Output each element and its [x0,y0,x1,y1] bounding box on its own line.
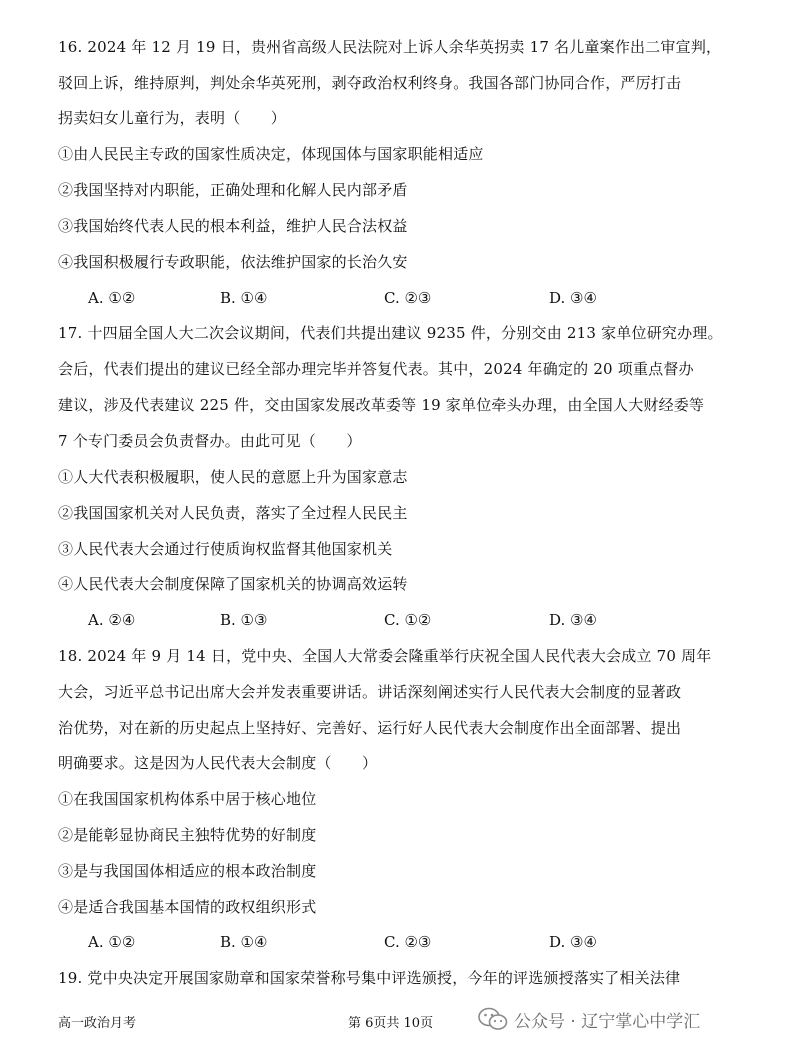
q16-stem-line-1: 16. 2024 年 12 月 19 日，贵州省高级人民法院对上诉人余华英拐卖 17 名儿童案作出二审宣判， [58,38,722,56]
q17-option-c[interactable]: C. ①② [384,611,432,629]
q18-statement-4: ④是适合我国基本国情的政权组织形式 [58,898,317,916]
footer-page-number: 第 6页共 10页 [348,1016,434,1031]
q18-stem-line-4: 明确要求。这是因为人民代表大会制度（ ） [58,754,378,772]
q16-stem-line-3: 拐卖妇女儿童行为，表明（ ） [58,109,287,127]
q16-stem-line-2: 驳回上诉，维持原判，判处余华英死刑，剥夺政治权利终身。我国各部门协同合作，严厉打击 [58,74,682,92]
q18-option-c[interactable]: C. ②③ [384,933,432,951]
q17-statement-4: ④人民代表大会制度保障了国家机关的协调高效运转 [58,575,408,593]
q19-stem-line-1: 19. 党中央决定开展国家勋章和国家荣誉称号集中评选颁授，今年的评选颁授落实了相关法律 [58,969,681,987]
q18-stem-line-3: 治优势，对在新的历史起点上坚持好、完善好、运行好人民代表大会制度作出全面部署、提出 [58,719,682,737]
q16-statement-2: ②我国坚持对内职能，正确处理和化解人民内部矛盾 [58,181,408,199]
q16-statement-4: ④我国积极履行专政职能，依法维护国家的长治久安 [58,253,408,271]
footer-exam-title: 高一政治月考 [58,1016,137,1031]
q16-statement-3: ③我国始终代表人民的根本利益，维护人民合法权益 [58,217,408,235]
q17-statement-2: ②我国国家机关对人民负责，落实了全过程人民民主 [58,504,408,522]
q17-option-b[interactable]: B. ①③ [220,611,268,629]
q16-option-a[interactable]: A. ①② [88,289,136,307]
q17-stem-line-1: 17. 十四届全国人大二次会议期间，代表们共提出建议 9235 件，分别交由 213 家单位研究办理。 [58,324,723,342]
watermark-text: 公众号 · 辽宁掌心中学汇 [514,1011,701,1032]
wechat-watermark [478,1002,700,1036]
q18-option-b[interactable]: B. ①④ [220,933,268,951]
q18-statement-1: ①在我国国家机构体系中居于核心地位 [58,790,317,808]
q18-stem-line-2: 大会，习近平总书记出席大会并发表重要讲话。讲话深刻阐述实行人民代表大会制度的显著政 [58,683,682,701]
q17-option-d[interactable]: D. ③④ [549,611,597,629]
q17-statement-3: ③人民代表大会通过行使质询权监督其他国家机关 [58,540,393,558]
q17-statement-1: ①人大代表积极履职，使人民的意愿上升为国家意志 [58,468,408,486]
q17-stem-line-4: 7 个专门委员会负责督办。由此可见（ ） [58,432,362,450]
q16-option-c[interactable]: C. ②③ [384,289,432,307]
q18-statement-3: ③是与我国国体相适应的根本政治制度 [58,862,317,880]
q17-option-a[interactable]: A. ②④ [88,611,136,629]
q18-stem-line-1: 18. 2024 年 9 月 14 日，党中央、全国人大常委会隆重举行庆祝全国人民代表大会成立 70 周年 [58,647,712,665]
q16-statement-1: ①由人民民主专政的国家性质决定，体现国体与国家职能相适应 [58,145,484,163]
q17-stem-line-3: 建议，涉及代表建议 225 件，交由国家发展改革委等 19 家单位牵头办理，由全国人大财经委等 [58,396,705,414]
q16-option-d[interactable]: D. ③④ [549,289,597,307]
q17-stem-line-2: 会后，代表们提出的建议已经全部办理完毕并答复代表。其中，2024 年确定的 20 项重点督办 [58,360,694,378]
q18-option-a[interactable]: A. ①② [88,933,136,951]
q16-option-b[interactable]: B. ①④ [220,289,268,307]
q18-statement-2: ②是能彰显协商民主独特优势的好制度 [58,826,317,844]
wechat-icon [478,1006,508,1032]
q18-option-d[interactable]: D. ③④ [549,933,597,951]
